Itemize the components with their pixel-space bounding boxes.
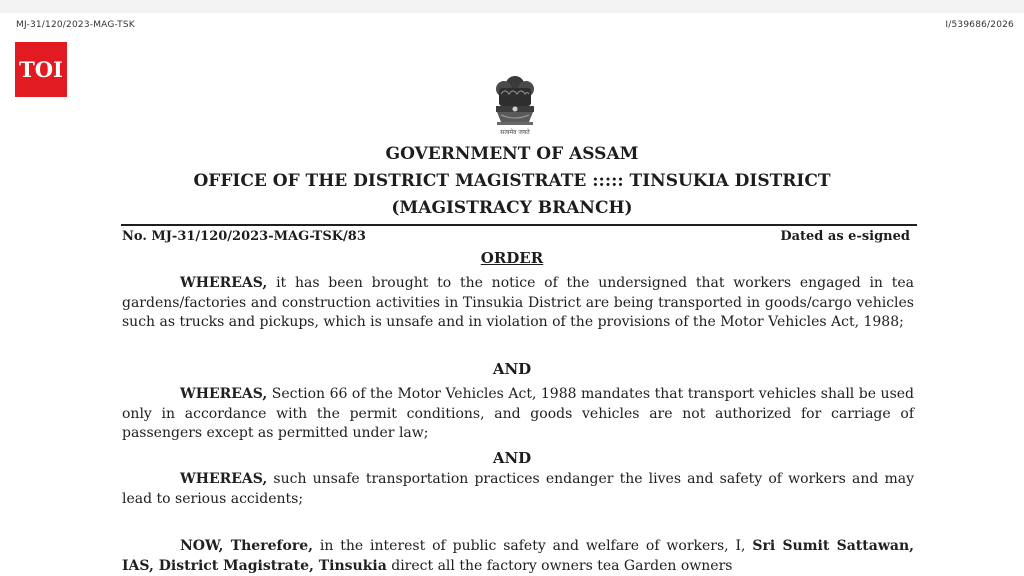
paragraph-whereas-1	[122, 274, 914, 333]
paragraph-lead: WHEREAS,	[180, 386, 268, 402]
and-separator: AND	[492, 360, 532, 378]
paragraph-lead: WHEREAS,	[180, 275, 268, 291]
emblem-motto: सत्यमेव जयते	[500, 129, 530, 136]
order-title: ORDER	[480, 249, 544, 267]
paragraph-lead: WHEREAS,	[180, 471, 268, 487]
header-reference-right: I/539686/2026	[945, 20, 1014, 30]
toi-logo-text: TOI	[19, 57, 63, 82]
paragraph-now-therefore	[122, 537, 914, 576]
header-reference-left: MJ-31/120/2023-MAG-TSK	[16, 20, 135, 30]
paragraph-text: such unsafe transportation practices endanger the lives and safety of workers and may lead to serious accidents;	[122, 471, 914, 507]
paragraph-whereas-2	[122, 385, 914, 444]
paragraph-text: in the interest of public safety and welfare of workers, I,	[313, 538, 753, 554]
magistrate-name: Sri Sumit Sattawan, IAS, District Magistrate, Tinsukia	[122, 538, 914, 574]
paragraph-text: direct all the factory owners tea Garden owners	[386, 557, 733, 574]
header-divider	[121, 224, 917, 226]
toi-logo	[15, 42, 67, 97]
paragraph-lead: NOW, Therefore,	[180, 538, 314, 554]
state-emblem-icon	[487, 74, 543, 138]
paragraph-text: Section 66 of the Motor Vehicles Act, 1988 mandates that transport vehicles shall be used only in accordance with the permit conditions, and goods vehicles are not authorized for carriage of passengers except as permitted under law;	[122, 386, 914, 441]
order-date: Dated as e-signed	[780, 229, 910, 244]
letterhead-government: GOVERNMENT OF ASSAM	[385, 144, 639, 164]
top-strip	[0, 0, 1024, 13]
letterhead-office: OFFICE OF THE DISTRICT MAGISTRATE ::::: TINSUKIA DISTRICT	[193, 171, 831, 191]
letterhead-branch: (MAGISTRACY BRANCH)	[391, 198, 633, 218]
paragraph-whereas-3	[122, 470, 914, 509]
and-separator: AND	[492, 449, 532, 467]
order-number: No. MJ-31/120/2023-MAG-TSK/83	[122, 229, 366, 244]
paragraph-text: it has been brought to the notice of the undersigned that workers engaged in tea gardens/factories and construction activities in Tinsukia District are being transported in goods/cargo vehicles such as trucks and pickups, which is unsafe and in violation of the provisions of the Motor Vehicles Act, 1988;	[122, 275, 914, 330]
